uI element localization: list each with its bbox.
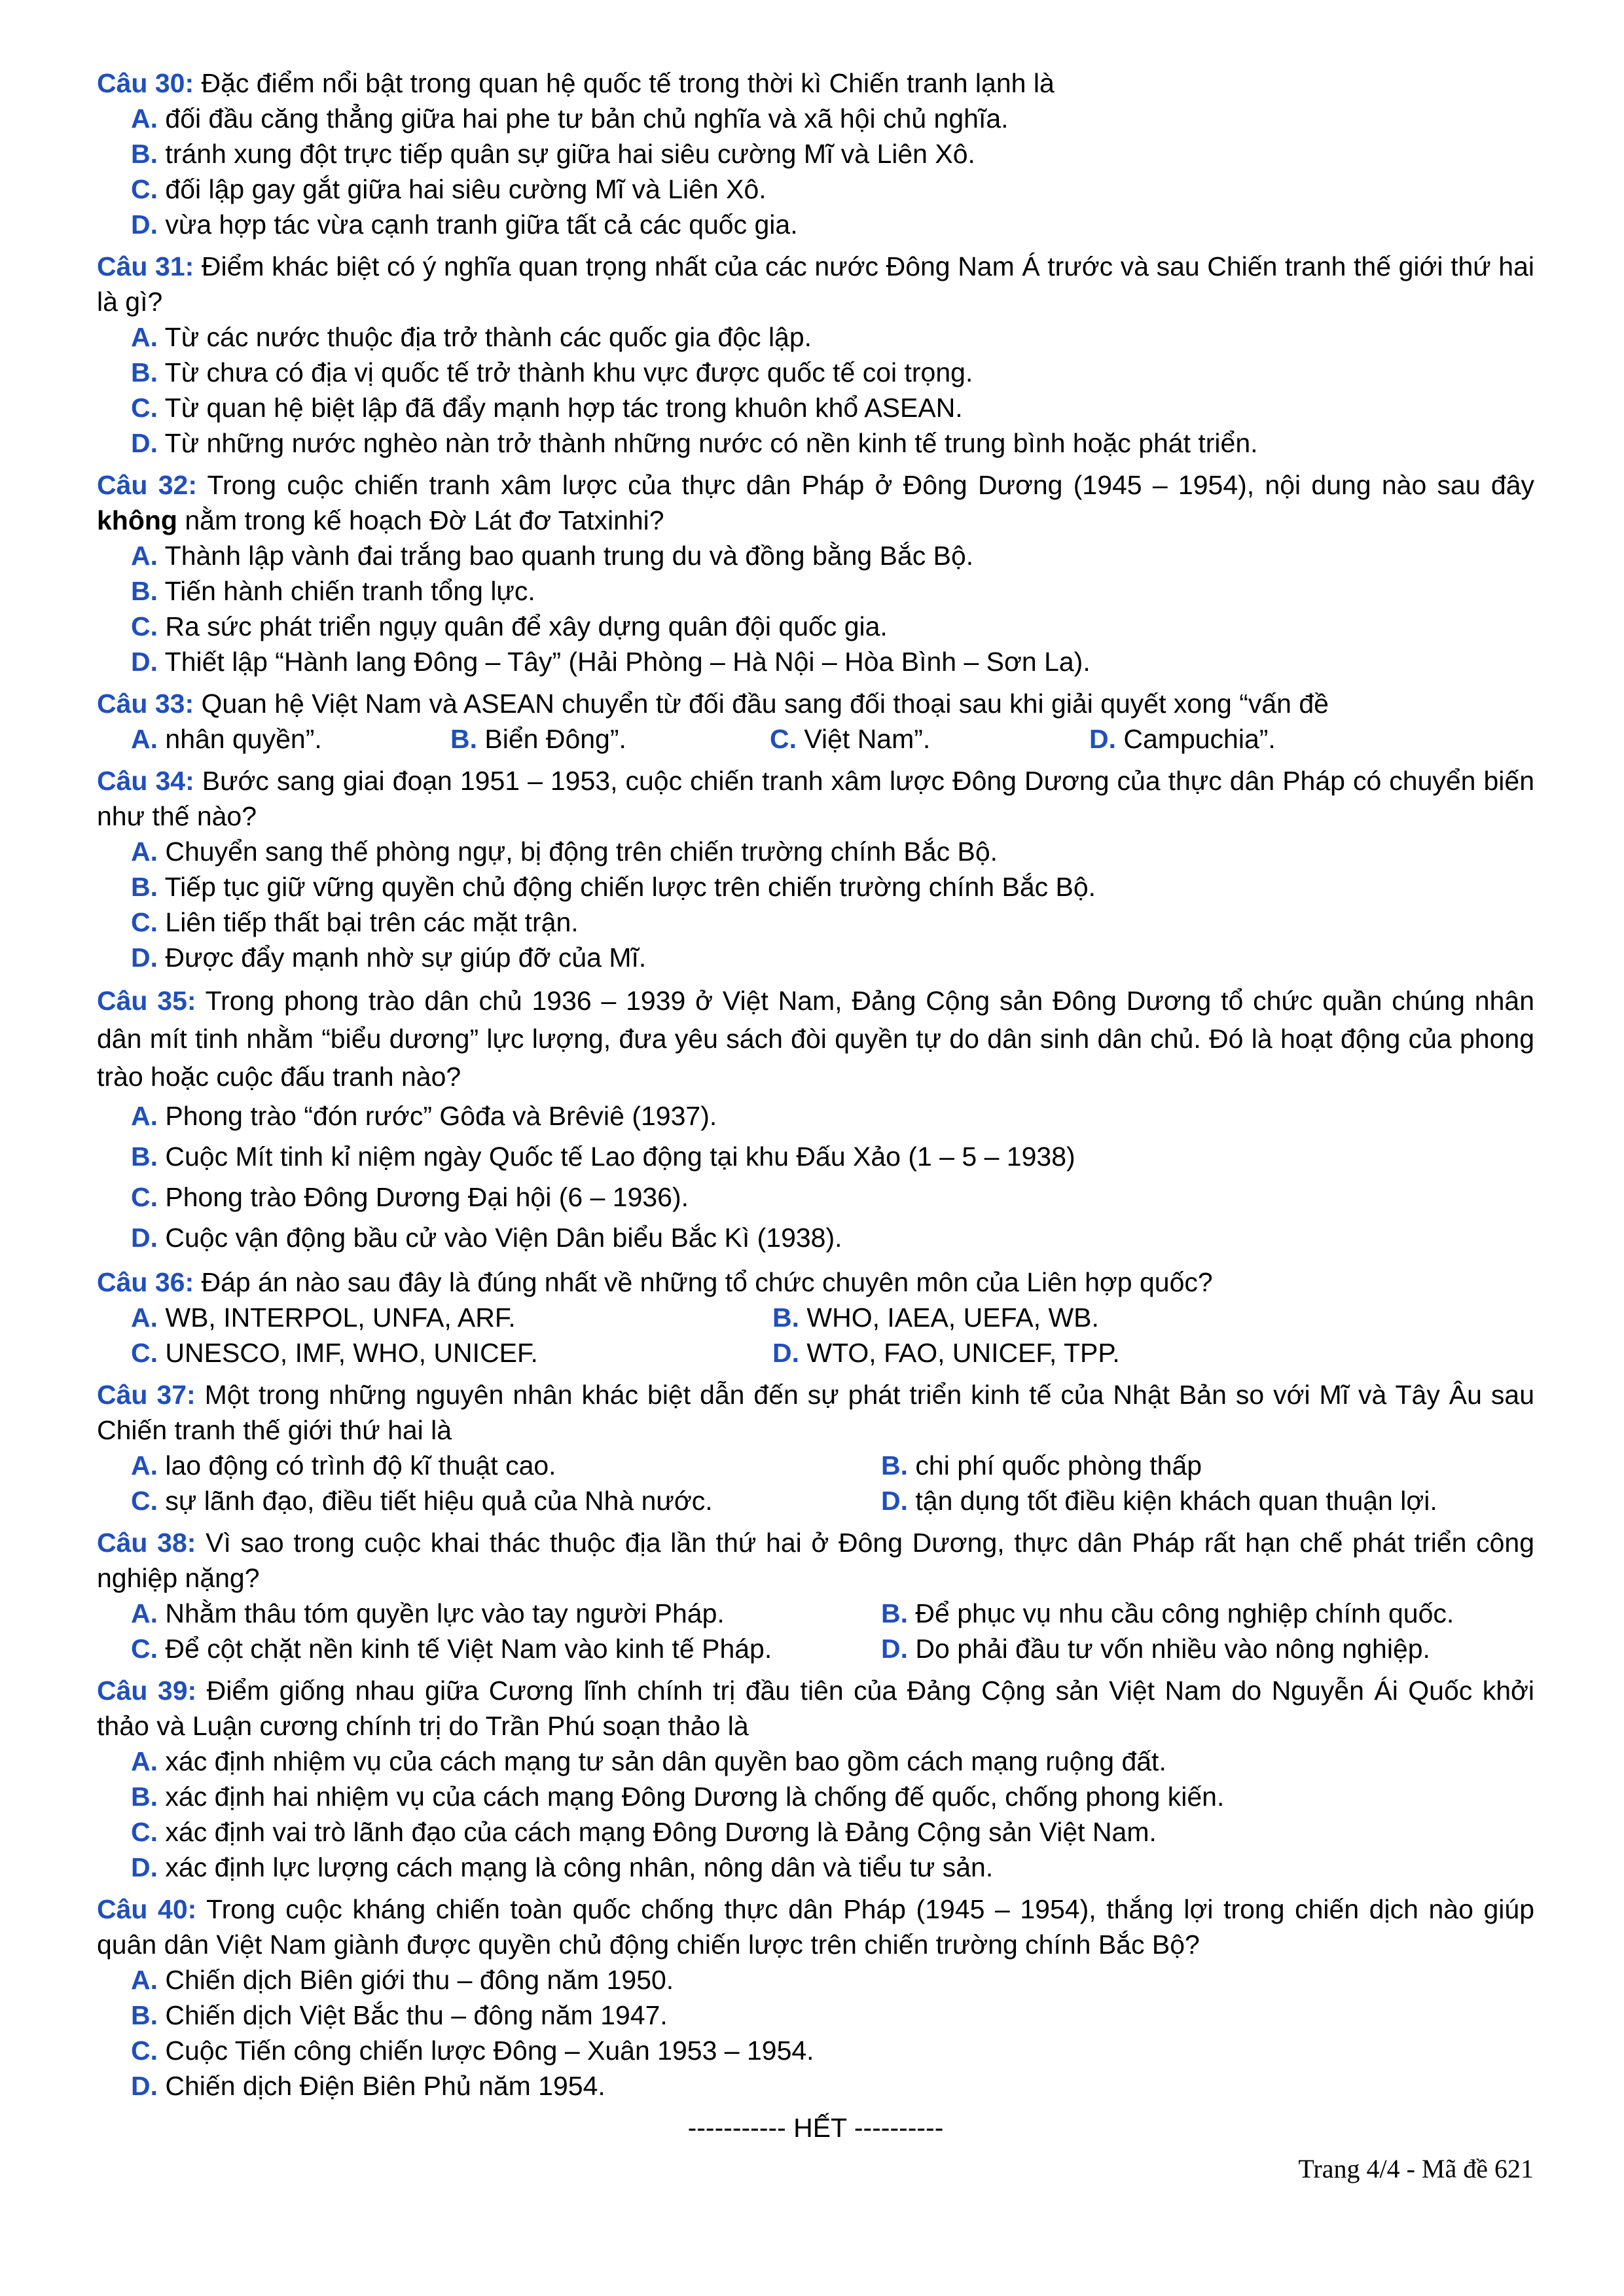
end-marker: ----------- HẾT ---------- [687, 2113, 944, 2143]
question-33 [97, 686, 1534, 757]
option-a: A. Chuyển sang thế phòng ngự, bị động trên chiến trường chính Bắc Bộ. [131, 836, 998, 867]
option-a: A. lao động có trình độ kĩ thuật cao. [131, 1450, 556, 1480]
option-d: D. Cuộc vận động bầu cử vào Viện Dân biểu Bắc Kì (1938). [131, 1223, 842, 1253]
option-b: B. Từ chưa có địa vị quốc tế trở thành khu vực được quốc tế coi trọng. [131, 357, 973, 387]
question-stem: Câu 38: Vì sao trong cuộc khai thác thuộc địa lần thứ hai ở Đông Dương, thực dân Pháp rất hạn chế phát triển công nghiệp nặng? [97, 1528, 1535, 1593]
option-a: A. đối đầu căng thẳng giữa hai phe tư bản chủ nghĩa và xã hội chủ nghĩa. [131, 103, 1009, 134]
question-stem: Câu 32: Trong cuộc chiến tranh xâm lược của thực dân Pháp ở Đông Dương (1945 – 1954), nội dung nào sau đây không nằm trong kế hoạch Đờ Lát đơ Tatxinhi? [97, 470, 1534, 535]
option-c: C. Liên tiếp thất bại trên các mặt trận. [131, 907, 579, 937]
option-c: C. sự lãnh đạo, điều tiết hiệu quả của Nhà nước. [131, 1486, 713, 1516]
question-label: Câu 31: [97, 251, 194, 281]
option-b: B. Tiếp tục giữ vững quyền chủ động chiến lược trên chiến trường chính Bắc Bộ. [131, 872, 1096, 902]
options-row [97, 1631, 1534, 1666]
options-row [97, 1448, 1534, 1483]
question-stem: Câu 31: Điểm khác biệt có ý nghĩa quan trọng nhất của các nước Đông Nam Á trước và sau Chiến tranh thế giới thứ hai là gì? [97, 251, 1534, 317]
option-d: D. Do phải đầu tư vốn nhiều vào nông nghiệp. [881, 1634, 1430, 1664]
option-a: A. nhân quyền”. [131, 724, 322, 754]
question-34 [97, 763, 1534, 975]
option-d: D. tận dụng tốt điều kiện khách quan thuận lợi. [881, 1486, 1437, 1516]
options-row [97, 1596, 1534, 1631]
option-d: D. Từ những nước nghèo nàn trở thành những nước có nền kinh tế trung bình hoặc phát triển. [131, 428, 1258, 458]
option-c: C. xác định vai trò lãnh đạo của cách mạng Đông Dương là Đảng Cộng sản Việt Nam. [131, 1817, 1157, 1847]
options-row [97, 1300, 1534, 1335]
question-label: Câu 30: [97, 68, 194, 98]
question-stem: Câu 37: Một trong những nguyên nhân khác biệt dẫn đến sự phát triển kinh tế của Nhật Bản so với Mĩ và Tây Âu sau Chiến tranh thế giới thứ hai là [97, 1380, 1534, 1445]
option-b: B. tránh xung đột trực tiếp quân sự giữa hai siêu cường Mĩ và Liên Xô. [131, 139, 975, 169]
question-label: Câu 38: [97, 1528, 196, 1558]
option-b: B. Cuộc Mít tinh kỉ niệm ngày Quốc tế Lao động tại khu Đấu Xảo (1 – 5 – 1938) [131, 1141, 1075, 1172]
question-stem: Câu 30: Đặc điểm nổi bật trong quan hệ quốc tế trong thời kì Chiến tranh lạnh là [97, 68, 1055, 98]
option-c: C. Để cột chặt nền kinh tế Việt Nam vào kinh tế Pháp. [131, 1634, 772, 1664]
question-30 [97, 65, 1534, 242]
question-stem: Câu 35: Trong phong trào dân chủ 1936 – 1939 ở Việt Nam, Đảng Cộng sản Đông Dương tổ chức quần chúng nhân dân mít tinh nhằm “biểu dương” lực lượng, đưa yêu sách đòi quyền tự do dân sinh dân chủ. Đó là hoạt động của phong trào hoặc cuộc đấu tranh nào? [97, 986, 1535, 1092]
option-c: C. đối lập gay gắt giữa hai siêu cường Mĩ và Liên Xô. [131, 174, 767, 204]
option-a: A. Chiến dịch Biên giới thu – đông năm 1950. [131, 1965, 674, 1995]
question-label: Câu 37: [97, 1380, 196, 1410]
options-row [97, 721, 1534, 757]
option-c: C. Từ quan hệ biệt lập đã đẩy mạnh hợp tác trong khuôn khổ ASEAN. [131, 393, 963, 423]
question-stem: Câu 40: Trong cuộc kháng chiến toàn quốc chống thực dân Pháp (1945 – 1954), thắng lợi trong chiến dịch nào giúp quân dân Việt Nam giành được quyền chủ động chiến lược trên chiến trường chính Bắc Bộ? [97, 1894, 1534, 1960]
options-row [97, 1483, 1534, 1518]
option-c: C. Phong trào Đông Dương Đại hội (6 – 1936). [131, 1182, 689, 1212]
option-c: C. Ra sức phát triển ngụy quân để xây dựng quân đội quốc gia. [131, 611, 888, 641]
question-36 [97, 1265, 1534, 1371]
option-a: A. Từ các nước thuộc địa trở thành các quốc gia độc lập. [131, 322, 812, 352]
option-b: B. Chiến dịch Việt Bắc thu – đông năm 1947. [131, 2000, 668, 2030]
question-31 [97, 249, 1534, 461]
question-38 [97, 1525, 1534, 1666]
option-c: C. UNESCO, IMF, WHO, UNICEF. [131, 1338, 538, 1368]
option-c: C. Cuộc Tiến công chiến lược Đông – Xuân 1953 – 1954. [131, 2036, 814, 2066]
question-label: Câu 39: [97, 1676, 197, 1706]
question-label: Câu 34: [97, 766, 194, 796]
option-a: A. xác định nhiệm vụ của cách mạng tư sản dân quyền bao gồm cách mạng ruộng đất. [131, 1746, 1166, 1776]
option-c: C. Việt Nam”. [770, 724, 931, 754]
page-footer: Trang 4/4 - Mã đề 621 [1298, 2154, 1534, 2183]
question-32 [97, 467, 1534, 679]
question-37 [97, 1377, 1534, 1518]
question-label: Câu 32: [97, 470, 197, 500]
option-d: D. vừa hợp tác vừa cạnh tranh giữa tất cả các quốc gia. [131, 209, 798, 240]
option-b: B. Tiến hành chiến tranh tổng lực. [131, 576, 535, 606]
option-a: A. Nhằm thâu tóm quyền lực vào tay người Pháp. [131, 1598, 725, 1628]
question-label: Câu 33: [97, 689, 194, 719]
option-d: D. Campuchia”. [1089, 724, 1276, 754]
question-stem: Câu 33: Quan hệ Việt Nam và ASEAN chuyển từ đối đầu sang đối thoại sau khi giải quyết xong “vấn đề [97, 689, 1329, 719]
question-35 [97, 982, 1534, 1258]
question-39 [97, 1673, 1534, 1885]
option-b: B. Để phục vụ nhu cầu công nghiệp chính quốc. [881, 1598, 1454, 1628]
question-label: Câu 40: [97, 1894, 197, 1924]
option-d: D. WTO, FAO, UNICEF, TPP. [772, 1338, 1120, 1368]
option-a: A. Phong trào “đón rước” Gôđa và Brêviê (1937). [131, 1101, 717, 1131]
option-b: B. WHO, IAEA, UEFA, WB. [772, 1302, 1099, 1333]
options-row [97, 1335, 1534, 1371]
question-label: Câu 35: [97, 986, 196, 1016]
question-stem: Câu 34: Bước sang giai đoạn 1951 – 1953, cuộc chiến tranh xâm lược Đông Dương của thực dân Pháp có chuyển biến như thế nào? [97, 766, 1534, 831]
question-stem: Câu 39: Điểm giống nhau giữa Cương lĩnh chính trị đầu tiên của Đảng Cộng sản Việt Nam do Nguyễn Ái Quốc khởi thảo và Luận cương chính trị do Trần Phú soạn thảo là [97, 1676, 1534, 1741]
option-d: D. Được đẩy mạnh nhờ sự giúp đỡ của Mĩ. [131, 942, 647, 973]
question-40 [97, 1892, 1534, 2104]
option-d: D. Thiết lập “Hành lang Đông – Tây” (Hải Phòng – Hà Nội – Hòa Bình – Sơn La). [131, 647, 1091, 677]
option-d: D. xác định lực lượng cách mạng là công nhân, nông dân và tiểu tư sản. [131, 1852, 994, 1882]
question-label: Câu 36: [97, 1267, 194, 1297]
option-b: B. Biển Đông”. [450, 724, 626, 754]
option-a: A. Thành lập vành đai trắng bao quanh trung du và đồng bằng Bắc Bộ. [131, 541, 974, 571]
option-a: A. WB, INTERPOL, UNFA, ARF. [131, 1302, 516, 1333]
exam-page [97, 65, 1534, 2145]
option-d: D. Chiến dịch Điện Biên Phủ năm 1954. [131, 2071, 605, 2101]
question-stem: Câu 36: Đáp án nào sau đây là đúng nhất về những tổ chức chuyên môn của Liên hợp quốc? [97, 1267, 1213, 1297]
option-b: B. chi phí quốc phòng thấp [881, 1450, 1202, 1480]
option-b: B. xác định hai nhiệm vụ của cách mạng Đông Dương là chống đế quốc, chống phong kiến. [131, 1782, 1225, 1812]
